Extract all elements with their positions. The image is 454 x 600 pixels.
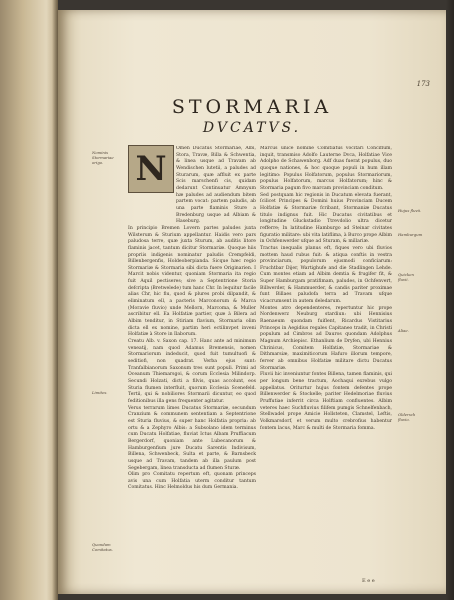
signature-mark: E e e <box>362 578 375 584</box>
text-column-right <box>260 146 392 576</box>
page-title: STORMARIA <box>171 96 333 118</box>
margin-note: Quicken fluvii. <box>398 272 414 282</box>
paragraph: In principio Bremen Lovern partes paludes juxta Wilsterum & Sturium appellantur. Haidis vero pars paludosa terre, quæ juxta Sturum, ab auditis litore flaminis jacet, tantum dicitur Stormariæ. Quoque hiis propriis indigenis nominatur paludis Crempfeldi, Billenbergenfis, Holdeoberpianda. Sicque hæc regio Stormariæ & Stormaria sibi dicta fuere Originarien. I Marcit nobis videntur, quoniam Stormaria ita regio fuit Aquil pectiseres; sive a Septentrione Storia defcripta (Bretwelede) tum hanc Chr. In lequitur facile alias Chr, hic fiu, quod & plures probi dilpandit, & eliminatum ell, a pacteris Marconorum & Marca (Moravie fluvio) unde Mellorn, Marcoma, & Muller ascribitur ell. Ea Holfatiæ partier, quæ à Bilera ad Albim tenditur, in Stiriam flavium, Stormaria olim dicta ell ex nomine, partim heri ectilinvpet inveni Holfatiæ à Store in Ilaborum. <box>128 225 256 338</box>
margin-note: Aliae. <box>398 328 409 333</box>
margin-note: Quondam Comitatus. <box>92 542 113 552</box>
page-subtitle: DVCATVS. <box>202 120 302 136</box>
paragraph: Sed postquam hic regionis in Ducatum elevata fuerant, ſcilicet Principes & Domini huius Provinciam Ducem Holfatiæ & Stormariæ fcribant, Stormaniæ Ducatus titulo indignus fuit. Hic Ducatus civitatibus et longitudine Gluckstadio Ttrevdolio ultra dicetur refferre; In latitudine Hamburgo ad Steinar civitates figuratio militare: ubi vita latiflima, à Burco prope Albim in Ochfenwerder ufque ad Sturam, & millariæ. <box>260 192 392 245</box>
paragraph: Fluvii hic inveniuntur fontes Billena, tamen flaminis, qui per longum bene tractum, Aochaqui exrebus vulgo appellatus. Oriturtur hujus fontem defentes prope Billenwerder & Stockelle; pariter Hedelmoriae fluvius Pruffutiae inferrit circa Holftiam confluentes. Albim veteres haec Suchfluvius filifem pumgis Schnelfenbach, Stellwadel prope Amicie Hollsteten, Clamstel, Leftis, Volkmarsdorf, et verum multo crebrofius habentur fontem lacus, Marc & multi de Stormaria fomma. <box>260 372 392 431</box>
book-edge-shadow <box>446 0 454 600</box>
paragraph: Marcus unice nomine Comitiatus vocitari Conciflum, inquit, transmiso Adolfo Lauterne Dvca, Holfatiae Vice Adolpho de Schawenborg. Adf duas fuerat populus, duo quoque nationes, & hoc quoque populi in hum illam legitimo: Populus Holfatorum, populus Stormariorum, populus Holfatorum, marcus Holfatorum; hinc & Stormaria pagum fivo marcam provinciam conditum. <box>260 146 392 191</box>
paragraph: Olim pro Comitatu repertum eft, quonam princeps avis una cum Holfatia uterm conditur tantum Comitatus. Hinc Helmoldus his dum Germania. <box>128 472 256 491</box>
margin-note: Hujus fluvii. <box>398 208 422 213</box>
facing-page-edge <box>0 0 58 600</box>
margin-note: Hamburgum <box>398 232 423 237</box>
paragraph: Tractus inequalis planus eft, fiques vero ubi fluvios mottem haud rubus fuit: & atiqua conftis in vestra provinciarum, populorum ejusmodi conficiarum: Fruchtbar Dijer, Wartighufe and die Stadlingen Lehde. Cum montes etiam ad Albim demtia & frugifer fit, & Super Hamburgam pratifimam, paludes, in Ochfenvert, Billwerder, & Hammuerder, & candis pariter proximae funt Billaes paludofa terra ad Travam ufque vicacrumsent in autem deledarum. <box>260 245 392 305</box>
margin-note: Oldersch fluvio. <box>398 412 416 422</box>
margin-note: Limites. <box>92 390 108 395</box>
text-column-left <box>128 146 256 576</box>
paragraph: Montes atro dependenteres, repertuntur hic prope Nordenwerz Neuburg stardiun: ubi Hennisius Raenaeum quondam fuiflent, Ricardus Vistitarius Princeps in Aegidius regales Capitaneo tradit, in Christi populum ad Cimbros ad Dauros quondam Adolphus Magnum Archiepisc. Ethanlium de Dryfen, ubi Hennius Chrinicus, Comitem Holfatiæ, Stormariae & Dithmarsiæ, maximiticorum Hafuro illorum tempore, ferver ab omnibus Holfatiæ militare dictu Ducatus Stormariæ. <box>260 305 392 371</box>
paragraph: Creatu Alb. v. Saxon cap. 17. Hanc ante ad minimum veneatij, nam quod Adamus Bremensis, nomen Stormariorum indeducit, quod fuit tumultuofi & seditiofi, non quadrat. Verba ejus sunt: Tranfalbianorum Saxonum tres sunt populi. Primi ad Oceanum Thiemarsgoi, & corum Ecclesia Milindorp. Secundi Holzati, dicti a filvis, quas accolunt, eos Sturia flumen interfluit, quorum Ecclesia Scenefeld. Tertii, qui & nobiliores Stormarii dicuntur, eo quod feditionibus illa gens frequenter agitatur. <box>128 339 256 404</box>
paragraph: Omen Ducatus Stormariae, Albi, Stora, Travæ, Billa & Schwentia, & linea usque ad Travam ab Wendischen lutetii, a paludes ad Sturarum, quæ affluit ex parte Scis marschenfi cis, quidam dedarunt Continuatur Amnyum hæ paludes ad audiendum bitem partem vocat: partem paludis, ab una parte flaminis Sture a Bredenburg usque ad Albiam & Haseburg. <box>176 146 256 225</box>
paragraph: Verus terrarum limes Ducatus Stormariæ, secundum Cranzium & communem sententiam a Septentrione est Sturia fluvius, & super hanc Holfatia propria: ab ortu & a Zephyro Albis: a Subsolano idem terminus cum Ducatu Holfatiae, fluviat Ictus Albam Pruffiacum Bergerdorf, quoniam ante Lubecanorum & Hamburgenfium jure Ducatu Sarentis Indivisum, Billena, Schwenbeck, Sulta et parte, & Barnsbeck usque ad Travam, tandem ab illa paulum post Segebergam, linea transducta ad flumen Sturæ. <box>128 405 256 471</box>
margin-note: Nominis Stormariae origo. <box>92 150 114 165</box>
book-page <box>58 10 446 594</box>
initial-letter: N <box>135 149 167 189</box>
page-number: 173 <box>416 80 430 88</box>
